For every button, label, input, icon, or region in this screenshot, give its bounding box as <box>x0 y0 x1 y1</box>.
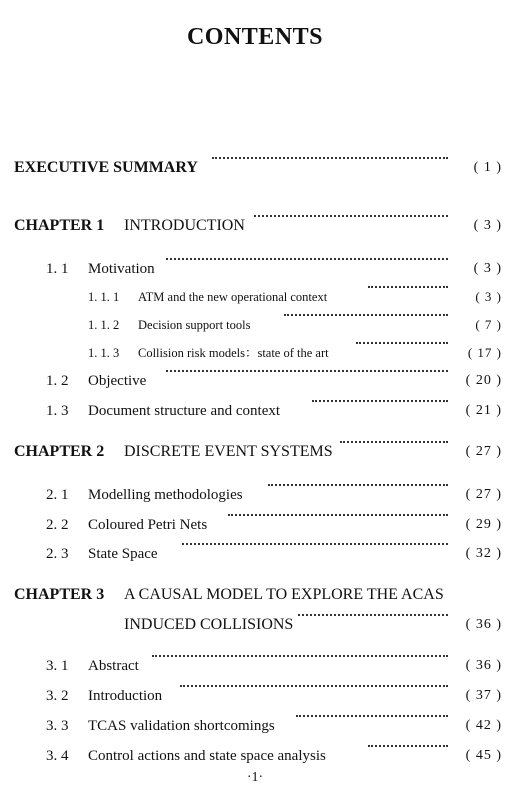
toc-page-number: ( 20 ) <box>465 373 502 388</box>
dot-leader <box>368 745 448 747</box>
toc-chapter-3-continued[interactable] <box>0 614 510 636</box>
toc-section-1-2[interactable] <box>0 370 510 392</box>
dot-leader <box>298 614 448 616</box>
chapter-title: INTRODUCTION <box>124 217 245 234</box>
toc-page-number: ( 36 ) <box>465 658 502 673</box>
dot-leader <box>166 370 448 372</box>
toc-entry-label: EXECUTIVE SUMMARY <box>14 159 198 176</box>
toc-section-1-3[interactable] <box>0 400 510 422</box>
dot-leader <box>284 314 448 316</box>
toc-page-number: ( 29 ) <box>465 517 502 532</box>
subsection-number: 1. 1. 1 <box>88 290 120 304</box>
dot-leader <box>212 157 448 159</box>
toc-section-3-4[interactable] <box>0 745 510 767</box>
toc-subsection-1-1-1[interactable] <box>0 286 510 308</box>
toc-page-number: ( 27 ) <box>465 487 502 502</box>
section-label: Objective <box>88 373 147 389</box>
page-title: CONTENTS <box>186 24 324 50</box>
dot-leader <box>368 286 448 288</box>
toc-entry-executive-summary[interactable] <box>0 157 510 179</box>
dot-leader <box>228 514 448 516</box>
section-label: Modelling methodologies <box>88 487 243 503</box>
toc-page-number: ( 7 ) <box>475 317 502 332</box>
section-number: 3. 2 <box>46 688 69 704</box>
dot-leader <box>312 400 448 402</box>
toc-section-2-2[interactable] <box>0 514 510 536</box>
dot-leader <box>152 655 448 657</box>
toc-page-number: ( 3 ) <box>473 218 502 233</box>
toc-page-number: ( 32 ) <box>465 546 502 561</box>
section-number: 3. 3 <box>46 718 69 734</box>
chapter-number: CHAPTER 3 <box>14 586 105 603</box>
dot-leader <box>180 685 448 687</box>
section-label: Introduction <box>88 688 163 704</box>
toc-page-number: ( 17 ) <box>467 345 502 360</box>
section-label: Abstract <box>88 658 139 674</box>
subsection-label: ATM and the new operational context <box>138 290 328 304</box>
subsection-label: Collision risk models：state of the art <box>138 346 329 360</box>
dot-leader <box>340 441 448 443</box>
toc-page-number: ( 42 ) <box>465 718 502 733</box>
dot-leader <box>166 258 448 260</box>
section-label: Coloured Petri Nets <box>88 517 208 533</box>
toc-section-2-1[interactable] <box>0 484 510 506</box>
section-number: 3. 4 <box>46 748 69 764</box>
section-label: TCAS validation shortcomings <box>88 718 275 734</box>
section-number: 1. 3 <box>46 403 69 419</box>
toc-section-3-3[interactable] <box>0 715 510 737</box>
dot-leader <box>296 715 448 717</box>
chapter-title: DISCRETE EVENT SYSTEMS <box>124 443 333 460</box>
toc-subsection-1-1-2[interactable] <box>0 314 510 336</box>
section-label: Control actions and state space analysis <box>88 748 326 764</box>
dot-leader <box>254 215 448 217</box>
section-number: 2. 3 <box>46 546 69 562</box>
toc-chapter-1[interactable] <box>0 215 510 237</box>
toc-chapter-2[interactable] <box>0 441 510 463</box>
dot-leader <box>268 484 448 486</box>
toc-page-number: ( 21 ) <box>465 403 502 418</box>
section-number: 2. 1 <box>46 487 69 503</box>
toc-section-3-1[interactable] <box>0 655 510 677</box>
toc-subsection-1-1-3[interactable] <box>0 342 510 364</box>
dot-leader <box>356 342 448 344</box>
chapter-number: CHAPTER 1 <box>14 217 105 234</box>
page-footer-number: ·1· <box>246 770 264 785</box>
section-number: 1. 1 <box>46 261 69 277</box>
section-label: State Space <box>88 546 158 562</box>
subsection-number: 1. 1. 2 <box>88 318 120 332</box>
chapter-title-line-1: A CAUSAL MODEL TO EXPLORE THE ACAS <box>124 586 444 603</box>
toc-page-number: ( 37 ) <box>465 688 502 703</box>
toc-page-number: ( 3 ) <box>475 289 502 304</box>
toc-page-number: ( 36 ) <box>465 617 502 632</box>
subsection-number: 1. 1. 3 <box>88 346 120 360</box>
section-number: 2. 2 <box>46 517 69 533</box>
section-number: 3. 1 <box>46 658 69 674</box>
toc-page-number: ( 45 ) <box>465 748 502 763</box>
toc-section-3-2[interactable] <box>0 685 510 707</box>
toc-page-number: ( 1 ) <box>473 160 502 175</box>
section-label: Document structure and context <box>88 403 281 419</box>
toc-section-2-3[interactable] <box>0 543 510 565</box>
section-label: Motivation <box>88 261 155 277</box>
toc-section-1-1[interactable] <box>0 258 510 280</box>
section-number: 1. 2 <box>46 373 69 389</box>
toc-chapter-3[interactable] <box>0 584 510 606</box>
toc-page-number: ( 27 ) <box>465 444 502 459</box>
toc-page-number: ( 3 ) <box>473 261 502 276</box>
chapter-title-line-2: INDUCED COLLISIONS <box>124 616 294 633</box>
subsection-label: Decision support tools <box>138 318 251 332</box>
dot-leader <box>182 543 448 545</box>
chapter-number: CHAPTER 2 <box>14 443 105 460</box>
